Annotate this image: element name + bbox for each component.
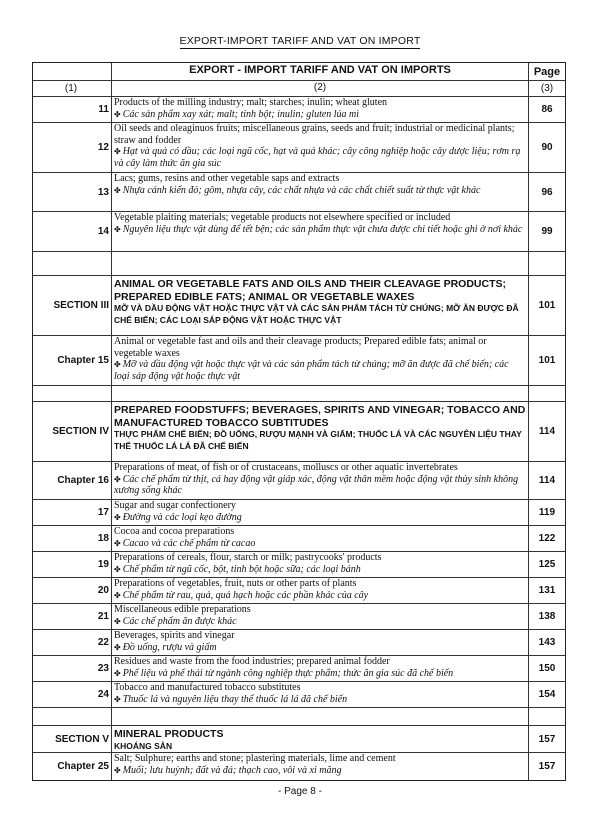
- section-vietnamese: KHOÁNG SẢN: [114, 740, 173, 751]
- row-label: 18: [33, 526, 112, 551]
- row-vietnamese: ✤ Các chế phẩm ăn được khác: [114, 616, 526, 628]
- row-label: 19: [33, 552, 112, 577]
- section-row: [33, 402, 565, 462]
- row-english: Residues and waste from the food industries; prepared animal fodder: [114, 656, 390, 667]
- row-vietnamese: ✤ Muối; lưu huỳnh; đất và đá; thạch cao, vôi và xi măng: [114, 765, 526, 777]
- row-english: Animal or vegetable fast and oils and their cleavage products; Prepared edible fats; animal or vegetable waxes: [114, 336, 487, 359]
- table-row: [33, 753, 565, 780]
- row-english: Tobacco and manufactured tobacco substitutes: [114, 682, 301, 693]
- col-number-2: (2): [112, 81, 529, 96]
- row-page: 131: [538, 585, 556, 596]
- row-english: Preparations of vegetables, fruit, nuts or other parts of plants: [114, 578, 357, 589]
- table-row: [33, 526, 565, 552]
- row-label: 17: [33, 500, 112, 525]
- col-number-3: (3): [540, 83, 554, 94]
- row-page: 101: [538, 355, 556, 366]
- row-label: Chapter 16: [33, 462, 112, 499]
- section-row: [33, 276, 565, 336]
- row-vietnamese: ✤ Hạt và quả có dầu; các loại ngũ cốc, hạt và quả khác; cây công nghiệp hoặc cây dược liệu; rơm rạ và cây làm thức ăn gia súc: [114, 146, 526, 169]
- spacer-row: [33, 708, 565, 726]
- row-vietnamese: ✤ Chế phẩm từ rau, quả, quả hạch hoặc các phần khác của cây: [114, 590, 526, 602]
- table-row: [33, 552, 565, 578]
- section-english: ANIMAL OR VEGETABLE FATS AND OILS AND THEIR CLEAVAGE PRODUCTS; PREPARED EDIBLE FATS; ANIMAL OR VEGETABLE WAXES: [114, 278, 507, 303]
- table-row: [33, 656, 565, 682]
- row-english: Vegetable plaiting materials; vegetable products not elsewhere specified or included: [114, 212, 451, 223]
- row-label: 14: [33, 212, 112, 251]
- table-row: [33, 462, 565, 500]
- table-row: [33, 604, 565, 630]
- section-row: [33, 726, 565, 753]
- row-vietnamese: ✤ Cacao và các chế phẩm từ cacao: [114, 538, 526, 550]
- row-page: 125: [538, 559, 556, 570]
- spacer-row: [33, 252, 565, 276]
- row-page: 119: [538, 507, 556, 518]
- row-english: Oil seeds and oleaginuos fruits; miscellaneous grains, seeds and fruit; industrial or medicinal plants; straw and fodder: [114, 123, 515, 146]
- table-row: [33, 578, 565, 604]
- table-row: [33, 97, 565, 123]
- row-english: Preparations of meat, of fish or of crustaceans, molluscs or other aquatic invertebrates: [114, 462, 458, 473]
- row-english: Salt; Sulphure; earths and stone; plastering materials, lime and cement: [114, 753, 396, 764]
- row-english: Preparations of cereals, flour, starch or milk; pastrycooks' products: [114, 552, 382, 563]
- row-vietnamese: ✤ Đường và các loại kẹo đường: [114, 512, 526, 524]
- table-row: [33, 173, 565, 212]
- row-page: 150: [538, 663, 556, 674]
- row-label: Chapter 15: [33, 336, 112, 385]
- spacer-row: [33, 386, 565, 402]
- row-label: 24: [33, 682, 112, 707]
- row-english: Products of the milling industry; malt; starches; inulin; wheat gluten: [114, 97, 388, 108]
- row-vietnamese: ✤ Nguyên liệu thực vật dùng để tết bện; các sản phẩm thực vật chưa được chi tiết hoặc ghi ở nơi khác: [114, 224, 526, 236]
- row-label: 12: [33, 123, 112, 172]
- row-vietnamese: ✤ Chế phẩm từ ngũ cốc, bột, tinh bột hoặc sữa; các loại bánh: [114, 564, 526, 576]
- row-page: 122: [538, 533, 556, 544]
- row-vietnamese: ✤ Mỡ và dầu động vật hoặc thực vật và các sản phẩm tách từ chúng; mỡ ăn được đã chế biến; các loại sáp động vật hoặc thực vật: [114, 359, 526, 382]
- table-row: [33, 500, 565, 526]
- table-title-row: [33, 63, 565, 81]
- row-label: 20: [33, 578, 112, 603]
- col-number-1: (1): [33, 81, 112, 96]
- table-row: [33, 682, 565, 708]
- row-label: Chapter 25: [33, 753, 112, 780]
- row-page: 157: [538, 761, 556, 772]
- section-vietnamese: THỰC PHẨM CHẾ BIẾN; ĐỒ UỐNG, RƯỢU MẠNH VÀ GIẤM; THUỐC LÁ VÀ CÁC NGUYÊN LIỆU THAY THẾ THUỐC LÁ LÁ ĐÃ CHẾ BIẾN: [114, 429, 522, 451]
- row-english: Lacs; gums, resins and other vegetable saps and extracts: [114, 173, 340, 184]
- table-row: [33, 336, 565, 386]
- row-page: 143: [538, 637, 556, 648]
- row-label: 23: [33, 656, 112, 681]
- section-label: SECTION V: [33, 726, 112, 752]
- row-vietnamese: ✤ Các chế phẩm từ thịt, cá hay động vật giáp xác, động vật thân mềm hoặc động vật thủy sinh không xương sống khác: [114, 474, 526, 497]
- row-vietnamese: ✤ Đồ uống, rượu và giấm: [114, 642, 526, 654]
- table-row: [33, 630, 565, 656]
- section-label: SECTION IV: [33, 402, 112, 461]
- row-page: 99: [541, 226, 553, 237]
- section-label: SECTION III: [33, 276, 112, 335]
- row-label: 11: [33, 97, 112, 122]
- page-footer: - Page 8 -: [278, 786, 322, 797]
- section-english: MINERAL PRODUCTS: [114, 728, 224, 740]
- section-english: PREPARED FOODSTUFFS; BEVERAGES, SPIRITS AND VINEGAR; TOBACCO AND MANUFACTURED TOBACCO SUBTITUDES: [114, 404, 526, 429]
- row-page: 157: [538, 733, 556, 745]
- row-vietnamese: ✤ Phế liệu và phế thải từ ngành công nghiệp thực phẩm; thức ăn gia súc đã chế biến: [114, 668, 526, 680]
- tariff-table: [32, 62, 566, 781]
- row-page: 86: [541, 104, 553, 115]
- row-vietnamese: ✤ Thuốc lá và nguyên liệu thay thế thuốc lá lá đã chế biến: [114, 694, 526, 706]
- row-label: 21: [33, 604, 112, 629]
- row-label: 13: [33, 173, 112, 211]
- column-number-row: [33, 81, 565, 97]
- row-page: 96: [541, 186, 553, 198]
- table-row: [33, 123, 565, 173]
- row-vietnamese: ✤ Nhựa cánh kiến đỏ; gôm, nhựa cây, các chất nhựa và các chất chiết suất từ thực vật khác: [114, 185, 526, 197]
- row-english: Beverages, spirits and vinegar: [114, 630, 235, 641]
- row-page: 101: [538, 300, 556, 311]
- row-page: 90: [541, 142, 553, 153]
- table-row: [33, 212, 565, 252]
- row-page: 114: [538, 475, 556, 486]
- row-page: 114: [538, 426, 556, 437]
- row-english: Cocoa and cocoa preparations: [114, 526, 235, 537]
- page-column-header: Page: [533, 65, 561, 78]
- row-page: 154: [538, 689, 556, 700]
- row-english: Miscellaneous edible preparations: [114, 604, 251, 615]
- row-english: Sugar and sugar confectionery: [114, 500, 236, 511]
- running-header: EXPORT-IMPORT TARIFF AND VAT ON IMPORT: [179, 35, 421, 47]
- row-page: 138: [538, 611, 556, 622]
- section-vietnamese: MỠ VÀ DẦU ĐỘNG VẬT HOẶC THỰC VẬT VÀ CÁC SẢN PHẨM TÁCH TỪ CHÚNG; MỠ ĂN ĐƯỢC ĐÃ CHẾ BIẾN; CÁC LOẠI SÁP ĐỘNG VẬT HOẶC THỰC VẬT: [114, 303, 519, 325]
- table-title: EXPORT - IMPORT TARIFF AND VAT ON IMPORTS: [112, 63, 529, 80]
- row-label: 22: [33, 630, 112, 655]
- row-vietnamese: ✤ Các sản phẩm xay xát; malt; tinh bột; inulin; gluten lúa mì: [114, 109, 526, 121]
